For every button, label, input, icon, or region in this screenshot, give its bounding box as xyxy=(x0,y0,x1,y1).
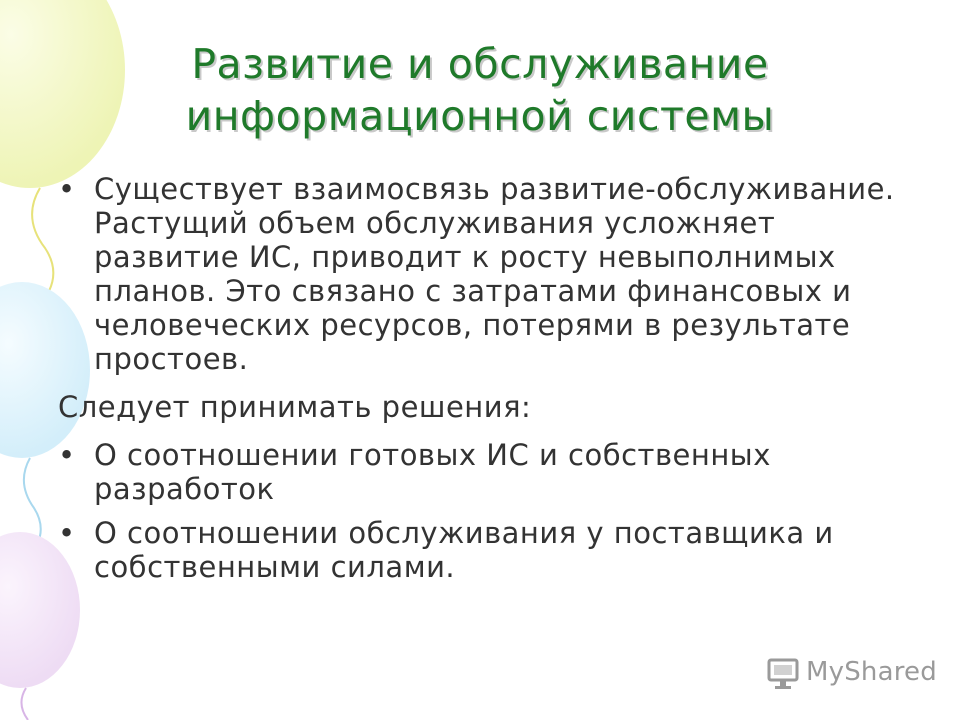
slide-title xyxy=(120,38,840,142)
title-line-2: информационной системы xyxy=(185,92,775,140)
bullet-item-support xyxy=(58,516,918,584)
bullet-dot: • xyxy=(58,172,76,206)
title-line-1: Развитие и обслуживание xyxy=(191,40,769,88)
monitor-logo-icon xyxy=(766,655,802,691)
bullet-text: О соотношении обслуживания у поставщика и собственными силами. xyxy=(94,516,834,584)
bullet-dot: • xyxy=(58,516,76,550)
bullet-item-relationship xyxy=(58,172,918,376)
purple-balloon-string xyxy=(21,688,28,720)
bullet-text: О соотношении готовых ИС и собственных разработок xyxy=(94,438,771,506)
myshared-watermark xyxy=(766,655,937,695)
bullet-text: Существует взаимосвязь развитие-обслуживание. Растущий объем обслуживания усложняет развитие ИС, приводит к росту невыполнимых планов. Это связано с затратами финансовых и человеческих ресурсов, потерями в результате простоев. xyxy=(94,172,895,376)
watermark-text: MyShared xyxy=(806,657,937,687)
decisions-heading: Следует принимать решения: xyxy=(58,390,532,424)
slide-body xyxy=(58,172,918,584)
yellow-balloon xyxy=(0,0,125,188)
bullet-dot: • xyxy=(58,438,76,472)
bullet-item-ready-vs-own xyxy=(58,438,918,506)
